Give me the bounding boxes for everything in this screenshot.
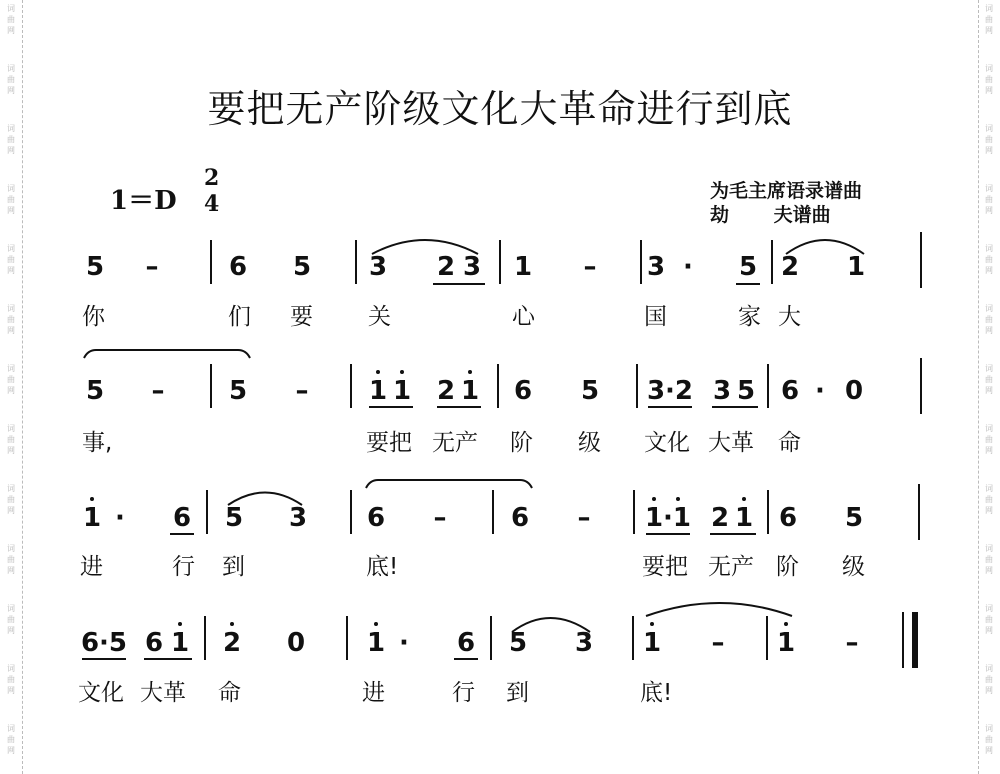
- watermark-char: 词: [985, 184, 993, 193]
- lyric: 你: [82, 304, 105, 330]
- slur: [786, 240, 864, 254]
- watermark-char: 曲: [7, 255, 15, 264]
- watermark-char: 网: [985, 566, 993, 575]
- watermark-char: 词: [985, 4, 993, 13]
- song-title: 要把无产阶级文化大革命进行到底: [207, 87, 793, 131]
- note: 2: [436, 376, 456, 406]
- note: 6: [366, 503, 386, 533]
- note: 3: [368, 252, 388, 282]
- note: 3: [288, 503, 308, 533]
- note: 1: [776, 628, 796, 658]
- lyric: 国: [644, 304, 667, 330]
- note: 1: [392, 376, 412, 406]
- note: 1: [846, 252, 866, 282]
- lyric: 关: [368, 304, 391, 330]
- watermark-char: 曲: [985, 375, 993, 384]
- watermark-char: 曲: [7, 495, 15, 504]
- lyric: 无产: [432, 430, 478, 456]
- watermark-char: 曲: [7, 555, 15, 564]
- lyric: 到: [506, 680, 529, 706]
- lyric: 要把: [366, 430, 412, 456]
- tie: [366, 480, 532, 488]
- watermark-char: 词: [985, 304, 993, 313]
- note: 5: [228, 376, 248, 406]
- watermark-char: 网: [7, 506, 15, 515]
- note: 1: [460, 376, 480, 406]
- note-dash: –: [295, 376, 309, 406]
- lyric: 命: [778, 430, 801, 456]
- lyric: 行: [452, 680, 475, 706]
- watermark-char: 词: [7, 544, 15, 553]
- note-rest: 0: [286, 628, 306, 658]
- lyric: 大革: [708, 430, 754, 456]
- lyric: 底!: [640, 680, 673, 706]
- watermark-char: 词: [7, 724, 15, 733]
- watermark-char: 曲: [7, 735, 15, 744]
- slur: [372, 240, 478, 254]
- watermark-char: 曲: [7, 615, 15, 624]
- dot-augmentation: ·: [399, 628, 409, 658]
- credit-lyrics: 为毛主席语录谱曲: [710, 180, 863, 202]
- note: 5: [580, 376, 600, 406]
- lyric: 家: [738, 304, 761, 330]
- note: 3·2: [646, 376, 694, 406]
- watermark-char: 词: [7, 4, 15, 13]
- watermark-char: 词: [985, 364, 993, 373]
- watermark-char: 网: [7, 86, 15, 95]
- time-signature-bottom: 4: [204, 191, 220, 217]
- watermark-char: 网: [985, 86, 993, 95]
- note: 6: [172, 503, 192, 533]
- lyric: 文化: [78, 680, 124, 706]
- watermark-char: 曲: [985, 135, 993, 144]
- note: 6: [510, 503, 530, 533]
- lyric: 心: [512, 304, 535, 330]
- watermark-char: 曲: [7, 375, 15, 384]
- lyric: 级: [842, 554, 865, 580]
- watermark-char: 曲: [7, 435, 15, 444]
- watermark-char: 曲: [7, 675, 15, 684]
- note: 6: [456, 628, 476, 658]
- lyric: 无产: [708, 554, 754, 580]
- slur: [512, 618, 590, 632]
- watermark-char: 网: [985, 626, 993, 635]
- watermark-char: 词: [985, 544, 993, 553]
- note: 1: [734, 503, 754, 533]
- note: 1: [366, 628, 386, 658]
- note: 2: [710, 503, 730, 533]
- watermark-char: 词: [7, 64, 15, 73]
- note: 5: [844, 503, 864, 533]
- watermark-char: 网: [985, 26, 993, 35]
- lyric: 文化: [644, 430, 690, 456]
- note-dash: –: [145, 252, 159, 282]
- watermark-char: 词: [7, 244, 15, 253]
- watermark-char: 词: [7, 304, 15, 313]
- lyric: 进: [362, 680, 385, 706]
- tie: [84, 350, 250, 358]
- watermark-char: 网: [7, 26, 15, 35]
- lyric: 进: [80, 554, 103, 580]
- watermark-char: 词: [7, 124, 15, 133]
- watermark-char: 网: [7, 446, 15, 455]
- note-dash: –: [583, 252, 597, 282]
- watermark-char: 网: [985, 506, 993, 515]
- watermark-char: 网: [985, 206, 993, 215]
- watermark-char: 网: [985, 686, 993, 695]
- watermark-char: 曲: [985, 315, 993, 324]
- note: 6: [228, 252, 248, 282]
- note-dash: –: [151, 376, 165, 406]
- watermark-char: 曲: [985, 75, 993, 84]
- watermark-char: 网: [985, 146, 993, 155]
- note: 2: [436, 252, 456, 282]
- watermark-char: 曲: [985, 675, 993, 684]
- watermark-char: 词: [985, 64, 993, 73]
- note-dash: –: [845, 628, 859, 658]
- lyric: 级: [578, 430, 601, 456]
- watermark-char: 网: [7, 326, 15, 335]
- lyric: 事,: [82, 430, 113, 456]
- note: 3: [646, 252, 666, 282]
- note-dash: –: [577, 503, 591, 533]
- note: 1: [368, 376, 388, 406]
- note-dash: –: [711, 628, 725, 658]
- note: 5: [738, 252, 758, 282]
- watermark-char: 词: [985, 604, 993, 613]
- lyric: 要把: [642, 554, 688, 580]
- watermark-char: 曲: [985, 495, 993, 504]
- lyric: 们: [228, 304, 251, 330]
- note: 3: [574, 628, 594, 658]
- note: 6: [780, 376, 800, 406]
- note: 6·5: [80, 628, 128, 658]
- note: 6: [144, 628, 164, 658]
- note-rest: 0: [844, 376, 864, 406]
- note: 5: [736, 376, 756, 406]
- note: 1: [513, 252, 533, 282]
- watermark-char: 词: [985, 244, 993, 253]
- watermark-char: 网: [985, 746, 993, 755]
- watermark-char: 曲: [7, 195, 15, 204]
- lyric: 命: [218, 680, 241, 706]
- note: 1·1: [644, 503, 692, 533]
- note: 2: [222, 628, 242, 658]
- watermark-char: 网: [7, 386, 15, 395]
- watermark-char: 网: [7, 566, 15, 575]
- tie: [646, 603, 792, 616]
- note: 6: [778, 503, 798, 533]
- note: 5: [292, 252, 312, 282]
- lyric: 大: [778, 304, 801, 330]
- watermark-char: 词: [985, 484, 993, 493]
- lyric: 大革: [140, 680, 186, 706]
- watermark-char: 网: [7, 626, 15, 635]
- note: 2: [780, 252, 800, 282]
- watermark-char: 网: [7, 266, 15, 275]
- credit-composer: 劫 夫谱曲: [710, 204, 831, 226]
- watermark-char: 词: [7, 484, 15, 493]
- watermark-char: 网: [7, 746, 15, 755]
- lyric: 阶: [510, 430, 533, 456]
- slur: [228, 493, 302, 506]
- note: 1: [170, 628, 190, 658]
- dot-augmentation: ·: [815, 376, 825, 406]
- watermark-char: 词: [985, 424, 993, 433]
- watermark-char: 词: [7, 424, 15, 433]
- watermark-char: 词: [7, 604, 15, 613]
- watermark-char: 词: [7, 664, 15, 673]
- lyric: 到: [222, 554, 245, 580]
- watermark-char: 曲: [7, 75, 15, 84]
- dot-augmentation: ·: [683, 252, 693, 282]
- watermark-char: 曲: [985, 255, 993, 264]
- watermark-char: 网: [985, 326, 993, 335]
- watermark-char: 曲: [985, 555, 993, 564]
- watermark-char: 网: [7, 686, 15, 695]
- watermark-char: 曲: [985, 615, 993, 624]
- time-signature-top: 2: [204, 165, 220, 191]
- note: 5: [85, 376, 105, 406]
- dot-augmentation: ·: [115, 503, 125, 533]
- watermark-char: 曲: [985, 735, 993, 744]
- watermark-char: 网: [7, 206, 15, 215]
- note: 1: [82, 503, 102, 533]
- key-signature: 1＝D: [110, 186, 177, 216]
- note: 1: [642, 628, 662, 658]
- watermark-char: 网: [985, 266, 993, 275]
- note: 3: [712, 376, 732, 406]
- note: 6: [513, 376, 533, 406]
- note: 5: [224, 503, 244, 533]
- note: 5: [85, 252, 105, 282]
- watermark-char: 词: [985, 124, 993, 133]
- watermark-char: 网: [985, 386, 993, 395]
- note: 3: [462, 252, 482, 282]
- lyric: 阶: [776, 554, 799, 580]
- note: 5: [508, 628, 528, 658]
- watermark-char: 词: [7, 184, 15, 193]
- watermark-char: 曲: [7, 315, 15, 324]
- watermark-char: 词: [985, 664, 993, 673]
- lyric: 底!: [366, 554, 399, 580]
- note-dash: –: [433, 503, 447, 533]
- watermark-char: 曲: [985, 195, 993, 204]
- watermark-char: 曲: [985, 435, 993, 444]
- watermark-char: 曲: [985, 15, 993, 24]
- watermark-char: 网: [7, 146, 15, 155]
- watermark-char: 词: [7, 364, 15, 373]
- watermark-char: 曲: [7, 135, 15, 144]
- lyric: 要: [290, 304, 313, 330]
- watermark-char: 网: [985, 446, 993, 455]
- watermark-char: 词: [985, 724, 993, 733]
- watermark-char: 曲: [7, 15, 15, 24]
- lyric: 行: [172, 554, 195, 580]
